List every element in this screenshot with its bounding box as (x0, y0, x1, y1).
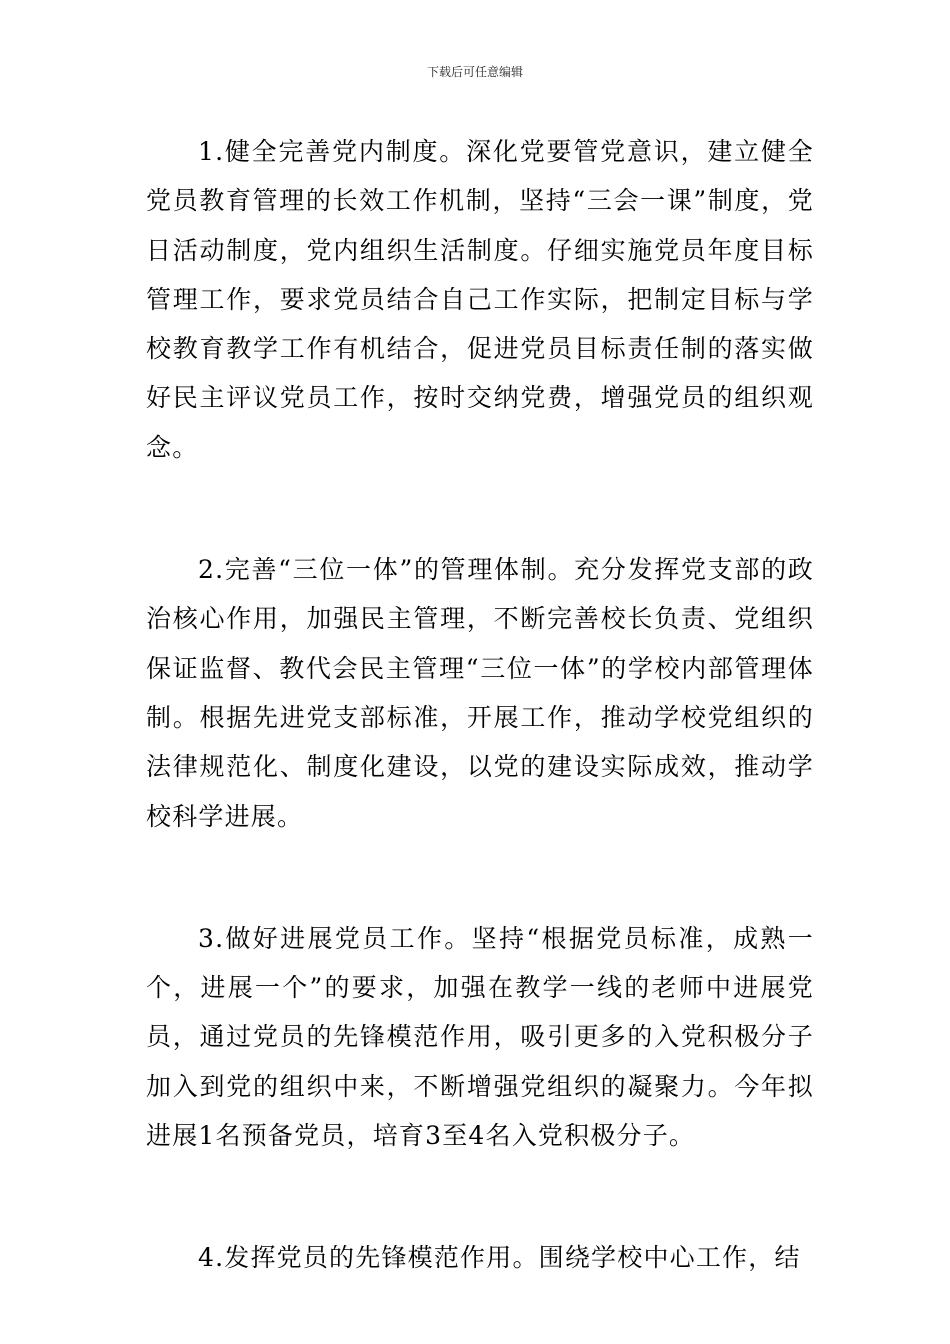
paragraph-1: 1.健全完善党内制度。深化党要管党意识，建立健全党员教育管理的长效工作机制，坚持“三会一课”制度，党日活动制度，党内组织生活制度。仔细实施党员年度目标管理工作，要求党员结合自己工作实际，把制定目标与学校教育教学工作有机结合，促进党员目标责任制的落实做好民主评议党员工作，按时交纳党费，增强党员的组织观念。 (146, 137, 814, 462)
paragraph-2: 2.完善“三位一体”的管理体制。充分发挥党支部的政治核心作用，加强民主管理，不断完善校长负责、党组织保证监督、教代会民主管理“三位一体”的学校内部管理体制。根据先进党支部标准，开展工作，推动学校党组织的法律规范化、制度化建设，以党的建设实际成效，推动学校科学进展。 (146, 555, 814, 831)
document-body (146, 127, 814, 1283)
paragraph-3: 3.做好进展党员工作。坚持“根据党员标准，成熟一个，进展一个”的要求，加强在教学一线的老师中进展党员，通过党员的先锋模范作用，吸引更多的入党积极分子加入到党的组织中来，不断增强党组织的凝聚力。今年拟进展1名预备党员，培育3至4名入党积极分子。 (146, 923, 814, 1151)
paragraph-spacer (146, 1160, 814, 1233)
page-header-note: 下载后可任意编辑 (426, 65, 523, 79)
paragraph-spacer (146, 841, 814, 914)
paragraph-4: 4.发挥党员的先锋模范作用。围绕学校中心工作，结 (198, 1243, 801, 1273)
paragraph-spacer (146, 472, 814, 545)
